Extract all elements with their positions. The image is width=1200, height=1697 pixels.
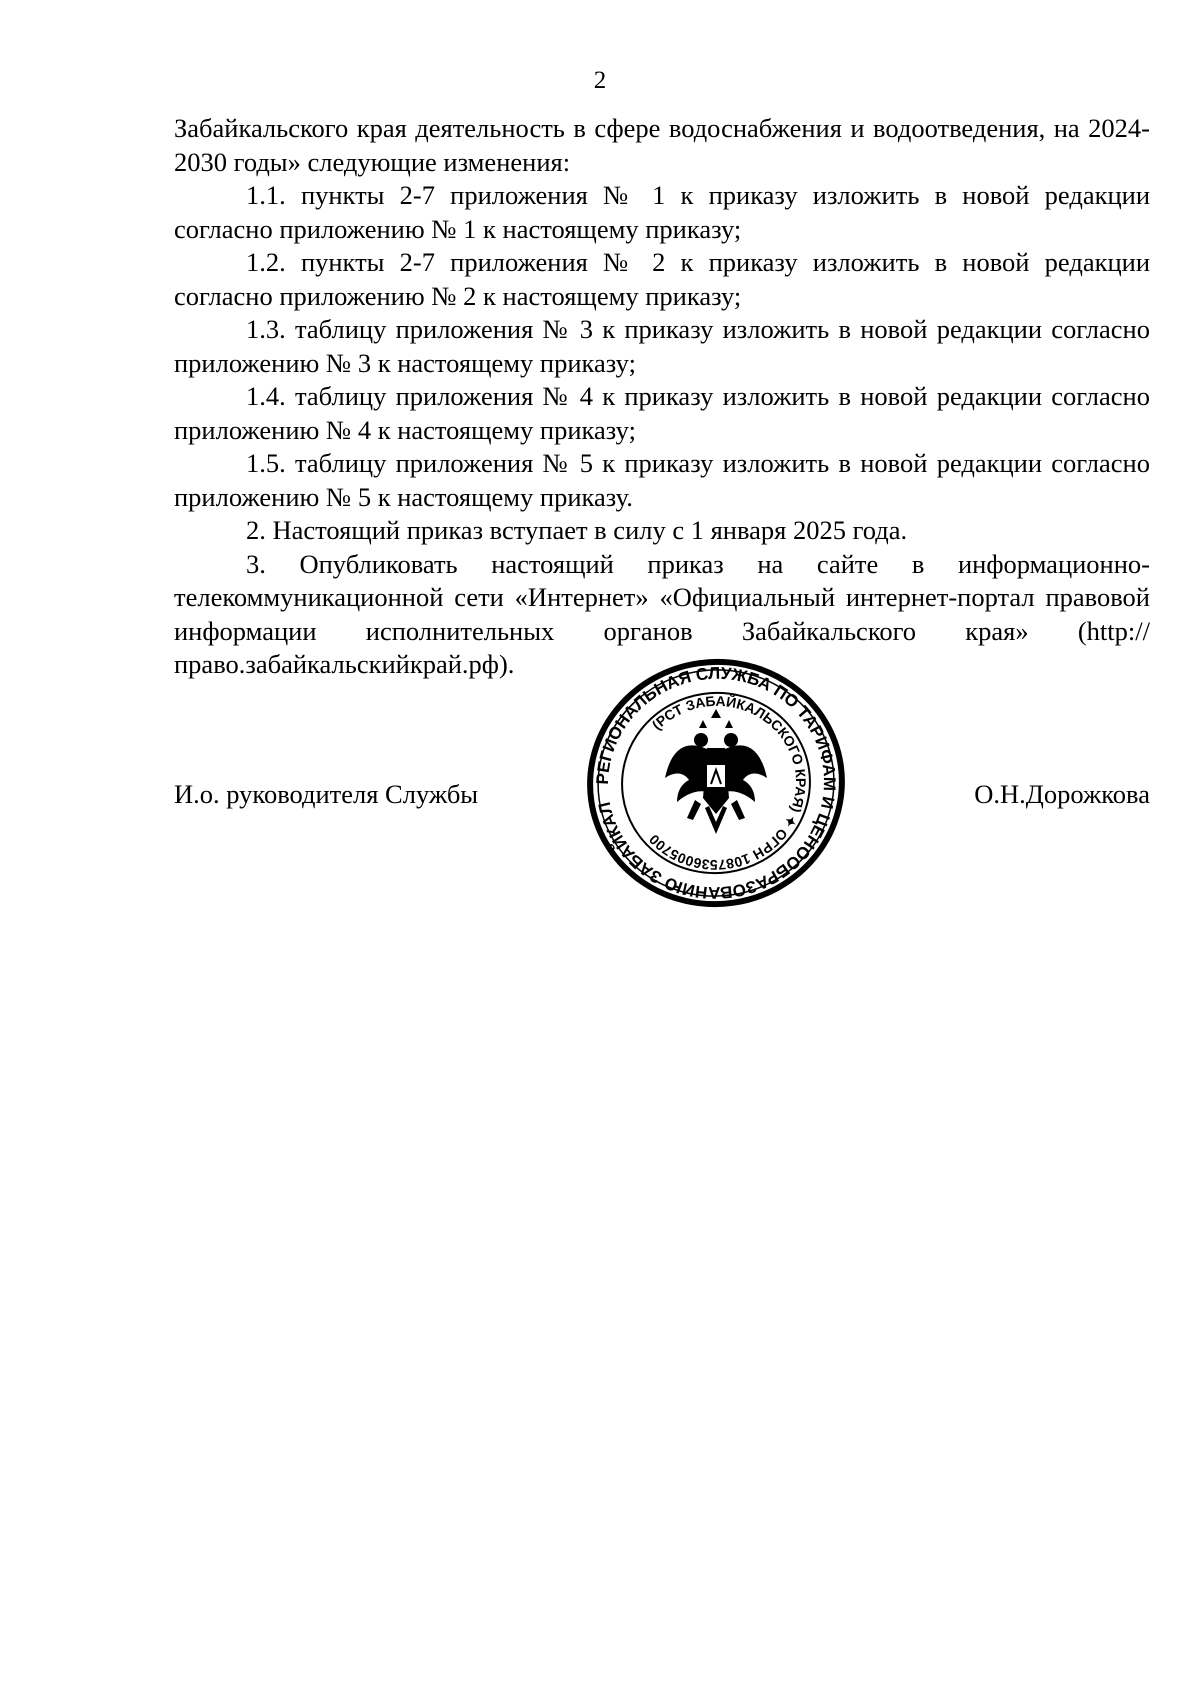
paragraph-intro-continuation: Забайкальского края деятельность в сфере водоснабжения и водоотведения, на 2024-2030 годы» следующие изменения:	[174, 113, 1150, 177]
page-number: 2	[593, 67, 607, 94]
document-body	[174, 112, 1150, 682]
paragraph-item-3: 3. Опубликовать настоящий приказ на сайте в информационно-телекоммуникационной сети «Интернет» «Официальный интернет-портал правовой информации исполнительных органов Забайкальского края» (http://право.забайкальскийкрай.рф).	[174, 548, 1150, 679]
official-seal-stamp	[585, 658, 847, 908]
seal-outer-text: РЕГИОНАЛЬНАЯ СЛУЖБА ПО ТАРИФАМ И ЦЕНООБРАЗОВАНИЮ ЗАБАЙКАЛЬСКОГО	[592, 663, 840, 903]
paragraph-item-1-1: 1.1. пункты 2-7 приложения № 1 к приказу изложить в новой редакции согласно приложению № 1 к настоящему приказу;	[174, 180, 1150, 244]
paragraph-item-1-5: 1.5. таблицу приложения № 5 к приказу изложить в новой редакции согласно приложению № 5 к настоящему приказу.	[174, 448, 1150, 512]
seal-inner-text: (РСТ ЗАБАЙКАЛЬСКОГО КРАЯ) ✦ ОГРН 1087536005700	[645, 692, 809, 874]
paragraph-item-1-4: 1.4. таблицу приложения № 4 к приказу изложить в новой редакции согласно приложению № 4 к настоящему приказу;	[174, 381, 1150, 445]
paragraph-item-1-3: 1.3. таблицу приложения № 3 к приказу изложить в новой редакции согласно приложению № 3 к настоящему приказу;	[174, 314, 1150, 378]
signatory-role: И.о. руководителя Службы	[174, 779, 479, 809]
signatory-name: О.Н.Дорожкова	[974, 779, 1150, 809]
paragraph-item-1-2: 1.2. пункты 2-7 приложения № 2 к приказу изложить в новой редакции согласно приложению № 2 к настоящему приказу;	[174, 247, 1150, 311]
paragraph-item-2: 2. Настоящий приказ вступает в силу с 1 января 2025 года.	[246, 515, 908, 545]
